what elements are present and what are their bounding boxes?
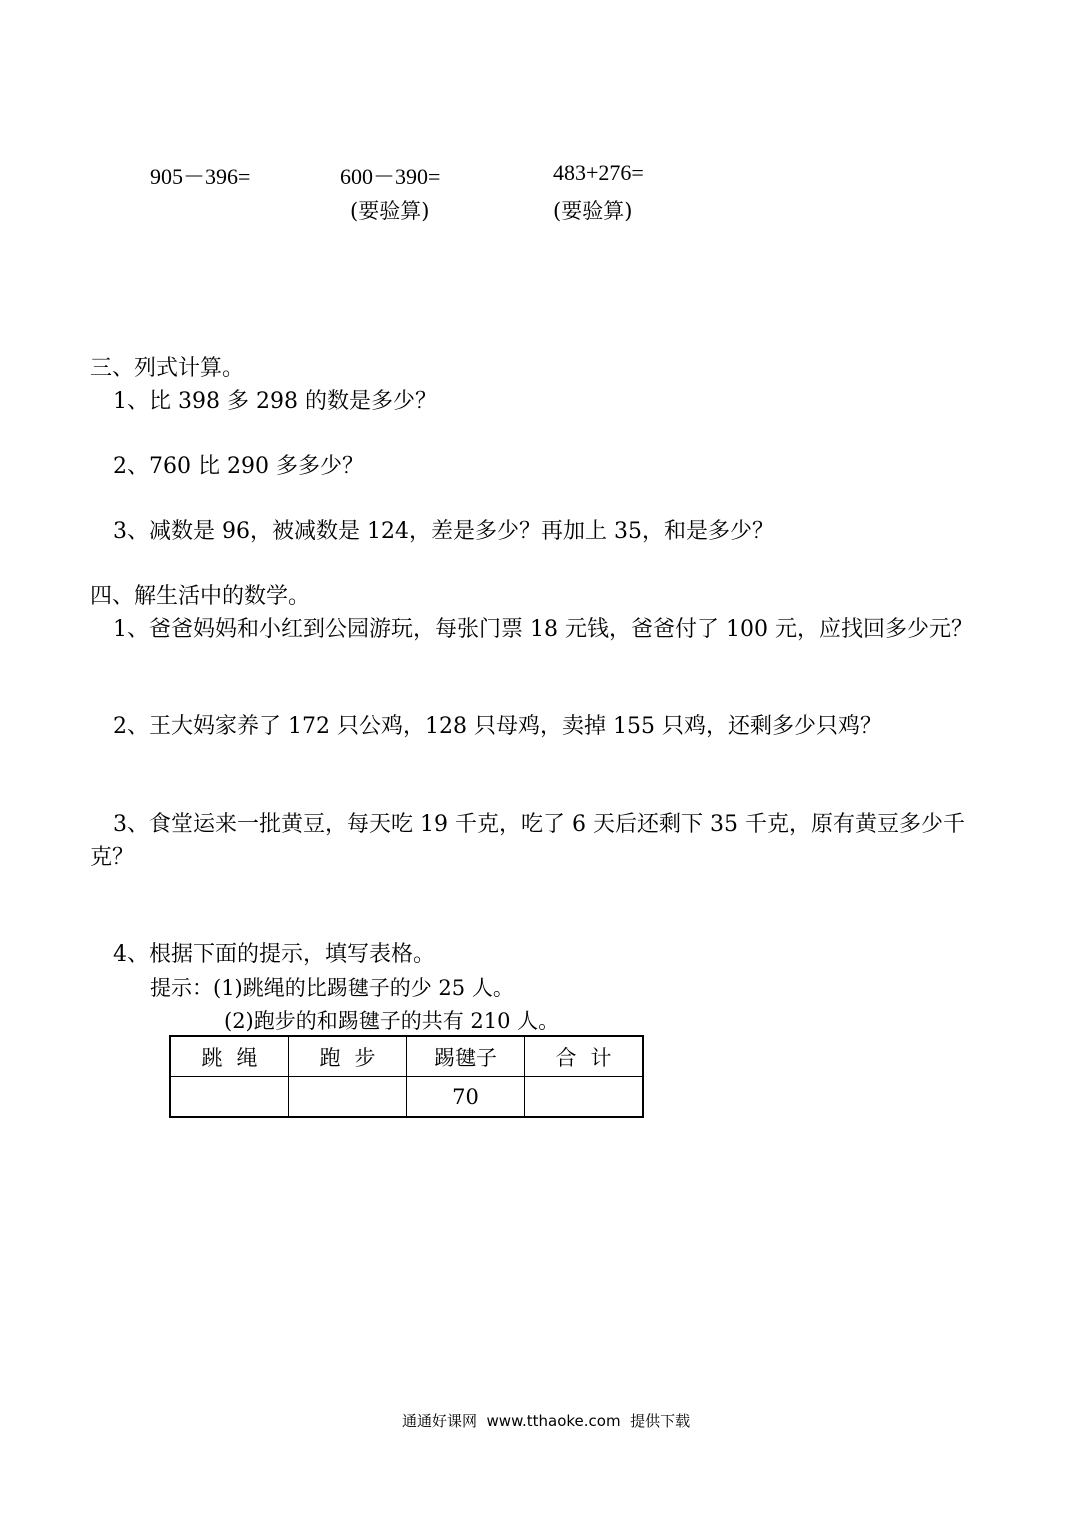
equation-2: 600－390= <box>340 164 441 189</box>
table-row <box>170 1077 643 1118</box>
section-4-question-3-line-1: 3、食堂运来一批黄豆，每天吃 19 千克，吃了 6 天后还剩下 35 千克，原有黄豆多少千 <box>113 812 965 837</box>
table-cell <box>525 1077 644 1118</box>
table-header-cell: 跑步 <box>289 1036 407 1077</box>
hint-2: (2)跑步的和踢毽子的共有 210 人。 <box>224 1009 560 1033</box>
equation-2-note: (要验算) <box>350 199 430 223</box>
section-4-question-3-line-2: 克？ <box>90 845 135 870</box>
section-3-heading: 三、列式计算。 <box>90 356 245 381</box>
section-4-question-1: 1、爸爸妈妈和小红到公园游玩，每张门票 18 元钱，爸爸付了 100 元，应找回多少元？ <box>113 617 973 642</box>
table-header-cell: 踢毽子 <box>407 1036 525 1077</box>
hint-1: 提示：(1)跳绳的比踢毽子的少 25 人。 <box>150 976 514 1000</box>
table-cell: 70 <box>407 1077 525 1118</box>
equation-1: 905－396= <box>150 164 251 189</box>
section-3-question-2: 2、760 比 290 多多少？ <box>113 454 364 479</box>
table-header-row <box>170 1036 643 1077</box>
table-header-cell: 跳绳 <box>170 1036 289 1077</box>
equation-3: 483+276= <box>553 160 644 185</box>
table-cell <box>289 1077 407 1118</box>
activity-table <box>169 1035 644 1118</box>
equation-3-note: (要验算) <box>553 199 633 223</box>
section-4-question-4: 4、根据下面的提示，填写表格。 <box>113 942 435 967</box>
footer-text: 通通好课网 www.tthaoke.com 提供下载 <box>402 1412 691 1430</box>
section-4-question-2: 2、王大妈家养了 172 只公鸡，128 只母鸡，卖掉 155 只鸡，还剩多少只鸡？ <box>113 714 882 739</box>
table-header-cell: 合计 <box>525 1036 644 1077</box>
section-3-question-3: 3、减数是 96，被减数是 124，差是多少？再加上 35，和是多少？ <box>113 519 774 544</box>
table-cell <box>170 1077 289 1118</box>
section-4-heading: 四、解生活中的数学。 <box>90 584 311 609</box>
section-3-question-1: 1、比 398 多 298 的数是多少？ <box>113 389 437 414</box>
